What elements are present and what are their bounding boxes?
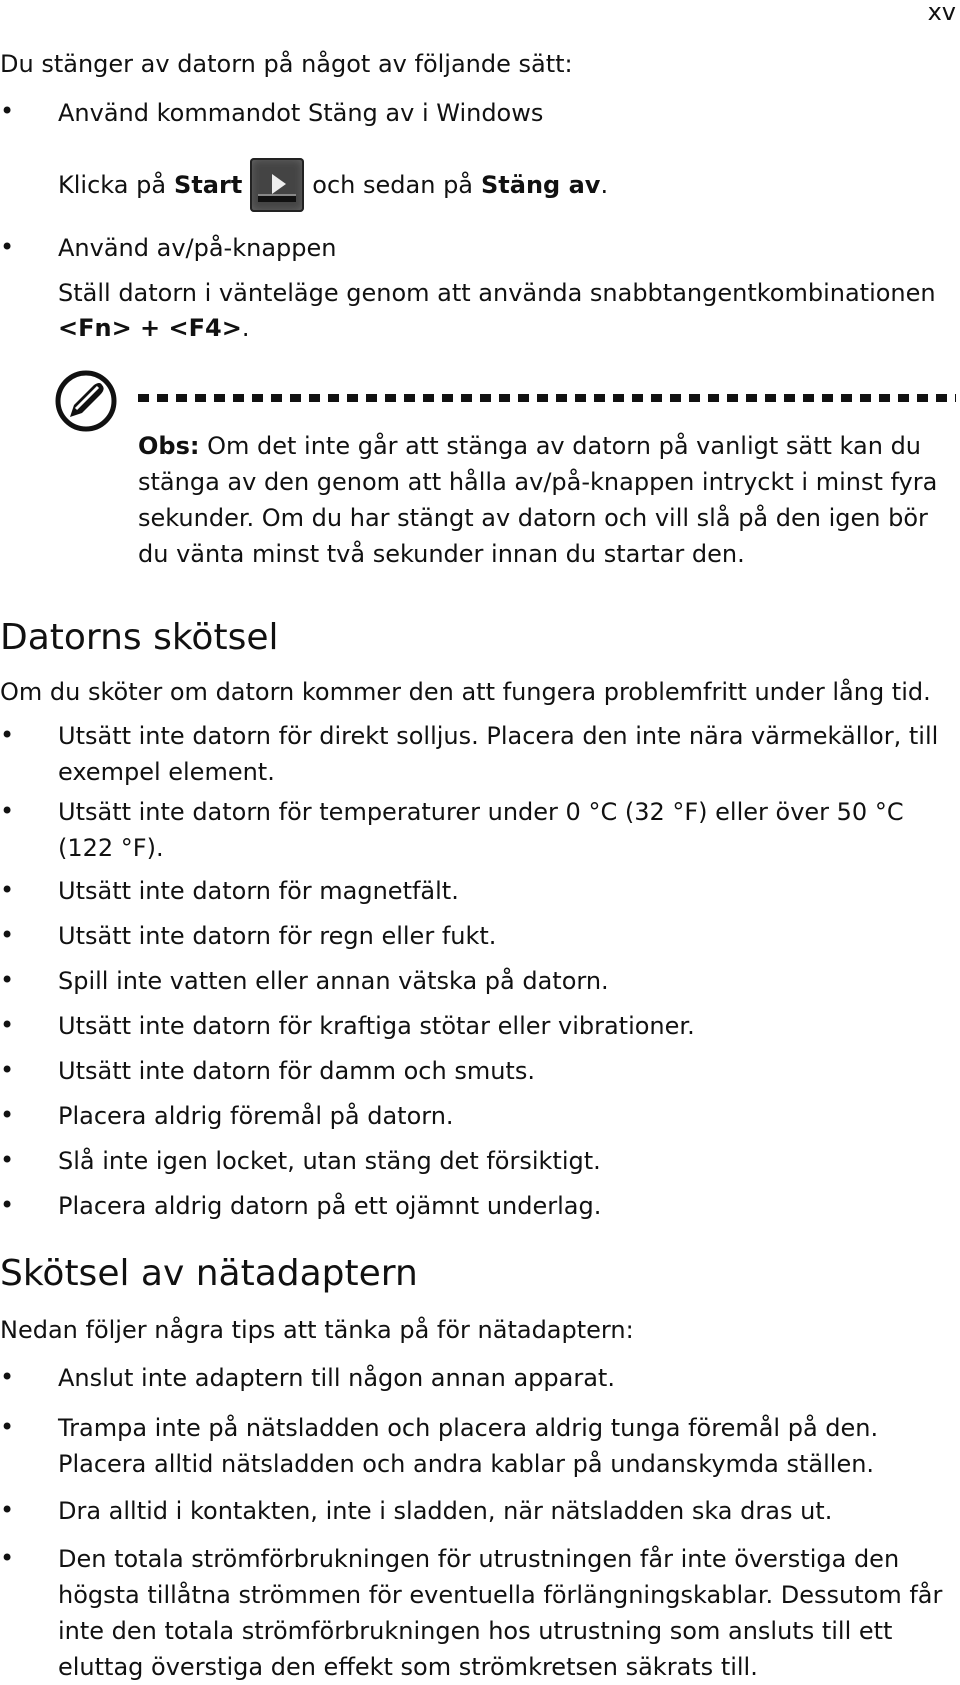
list-item: Spill inte vatten eller annan vätska på datorn. <box>58 967 609 995</box>
hotkey-period: . <box>241 314 250 342</box>
bullet-dot: • <box>0 97 15 125</box>
bullet-dot: • <box>0 1544 15 1572</box>
list-item: Utsätt inte datorn för direkt solljus. Placera den inte nära värmekällor, till exempel element. <box>58 722 939 786</box>
bullet-dot: • <box>0 1011 15 1039</box>
bullet-dot: • <box>0 1146 15 1174</box>
bullet-dot: • <box>0 921 15 949</box>
adapter-intro: Nedan följer några tips att tänka på för nätadaptern: <box>0 1316 634 1344</box>
bullet-dot: • <box>0 721 15 749</box>
bullet-dot: • <box>0 1363 15 1391</box>
shutdown-bullet-power: Använd av/på-knappen <box>58 234 337 262</box>
list-item: Dra alltid i kontakten, inte i sladden, när nätsladden ska dras ut. <box>58 1497 833 1525</box>
list-item: Placera aldrig föremål på datorn. <box>58 1102 454 1130</box>
care-heading: Datorns skötsel <box>0 617 279 658</box>
click-prefix: Klicka på <box>58 171 167 199</box>
list-item: Utsätt inte datorn för magnetfält. <box>58 877 459 905</box>
note-label: Obs: <box>138 432 200 460</box>
shutdown-intro: Du stänger av datorn på något av följande sätt: <box>0 50 573 78</box>
sleep-text: Ställ datorn i vänteläge genom att använda snabbtangentkombinationen <box>58 279 936 307</box>
bullet-dot: • <box>0 233 15 261</box>
list-item: Den totala strömförbrukningen för utrustningen får inte överstiga den högsta tillåtna strömmen för eventuella förlängningskablar. Dessutom får inte den totala strömförbrukningen hos utrustning som ansluts till ett eluttag överstiga den effekt som strömkretsen säkrats till. <box>58 1545 943 1681</box>
note-pen-icon <box>54 369 118 433</box>
list-item: Slå inte igen locket, utan stäng det försiktigt. <box>58 1147 601 1175</box>
list-item: Placera aldrig datorn på ett ojämnt underlag. <box>58 1192 602 1220</box>
bullet-dot: • <box>0 876 15 904</box>
page-number: xv <box>927 0 956 26</box>
sleep-hotkey <box>58 310 249 346</box>
bullet-dot: • <box>0 966 15 994</box>
period: . <box>600 171 609 199</box>
list-item: Utsätt inte datorn för temperaturer under 0 °C (32 °F) eller över 50 °C (122 °F). <box>58 798 904 862</box>
note-body: Om det inte går att stänga av datorn på vanligt sätt kan du stänga av den genom att hålla av/på-knappen intryckt i minst fyra sekunder. Om du har stängt av datorn och vill slå på den igen bör du vänta minst två sekunder innan du startar den. <box>138 432 938 568</box>
bullet-dot: • <box>0 1056 15 1084</box>
list-item: Utsätt inte datorn för kraftiga stötar eller vibrationer. <box>58 1012 695 1040</box>
adapter-heading: Skötsel av nätadaptern <box>0 1253 418 1294</box>
bullet-dot: • <box>0 1191 15 1219</box>
stang-av-label: Stäng av <box>481 171 601 199</box>
bullet-dot: • <box>0 797 15 825</box>
click-mid: och sedan på <box>312 171 474 199</box>
care-intro: Om du sköter om datorn kommer den att fungera problemfritt under lång tid. <box>0 678 931 706</box>
start-instruction <box>58 158 608 212</box>
shutdown-bullet-windows: Använd kommandot Stäng av i Windows <box>58 99 544 127</box>
bullet-dot: • <box>0 1413 15 1441</box>
hotkey: <Fn> + <F4> <box>58 314 242 342</box>
start-label: Start <box>174 171 243 199</box>
note-divider <box>138 394 956 402</box>
bullet-dot: • <box>0 1496 15 1524</box>
start-button-icon <box>250 158 304 212</box>
list-item: Utsätt inte datorn för regn eller fukt. <box>58 922 497 950</box>
list-item: Trampa inte på nätsladden och placera aldrig tunga föremål på den. Placera alltid nätsladden och andra kablar på undanskymda ställen. <box>58 1414 879 1478</box>
bullet-dot: • <box>0 1101 15 1129</box>
note-text <box>138 428 950 572</box>
list-item: Utsätt inte datorn för damm och smuts. <box>58 1057 535 1085</box>
list-item: Anslut inte adaptern till någon annan apparat. <box>58 1364 615 1392</box>
